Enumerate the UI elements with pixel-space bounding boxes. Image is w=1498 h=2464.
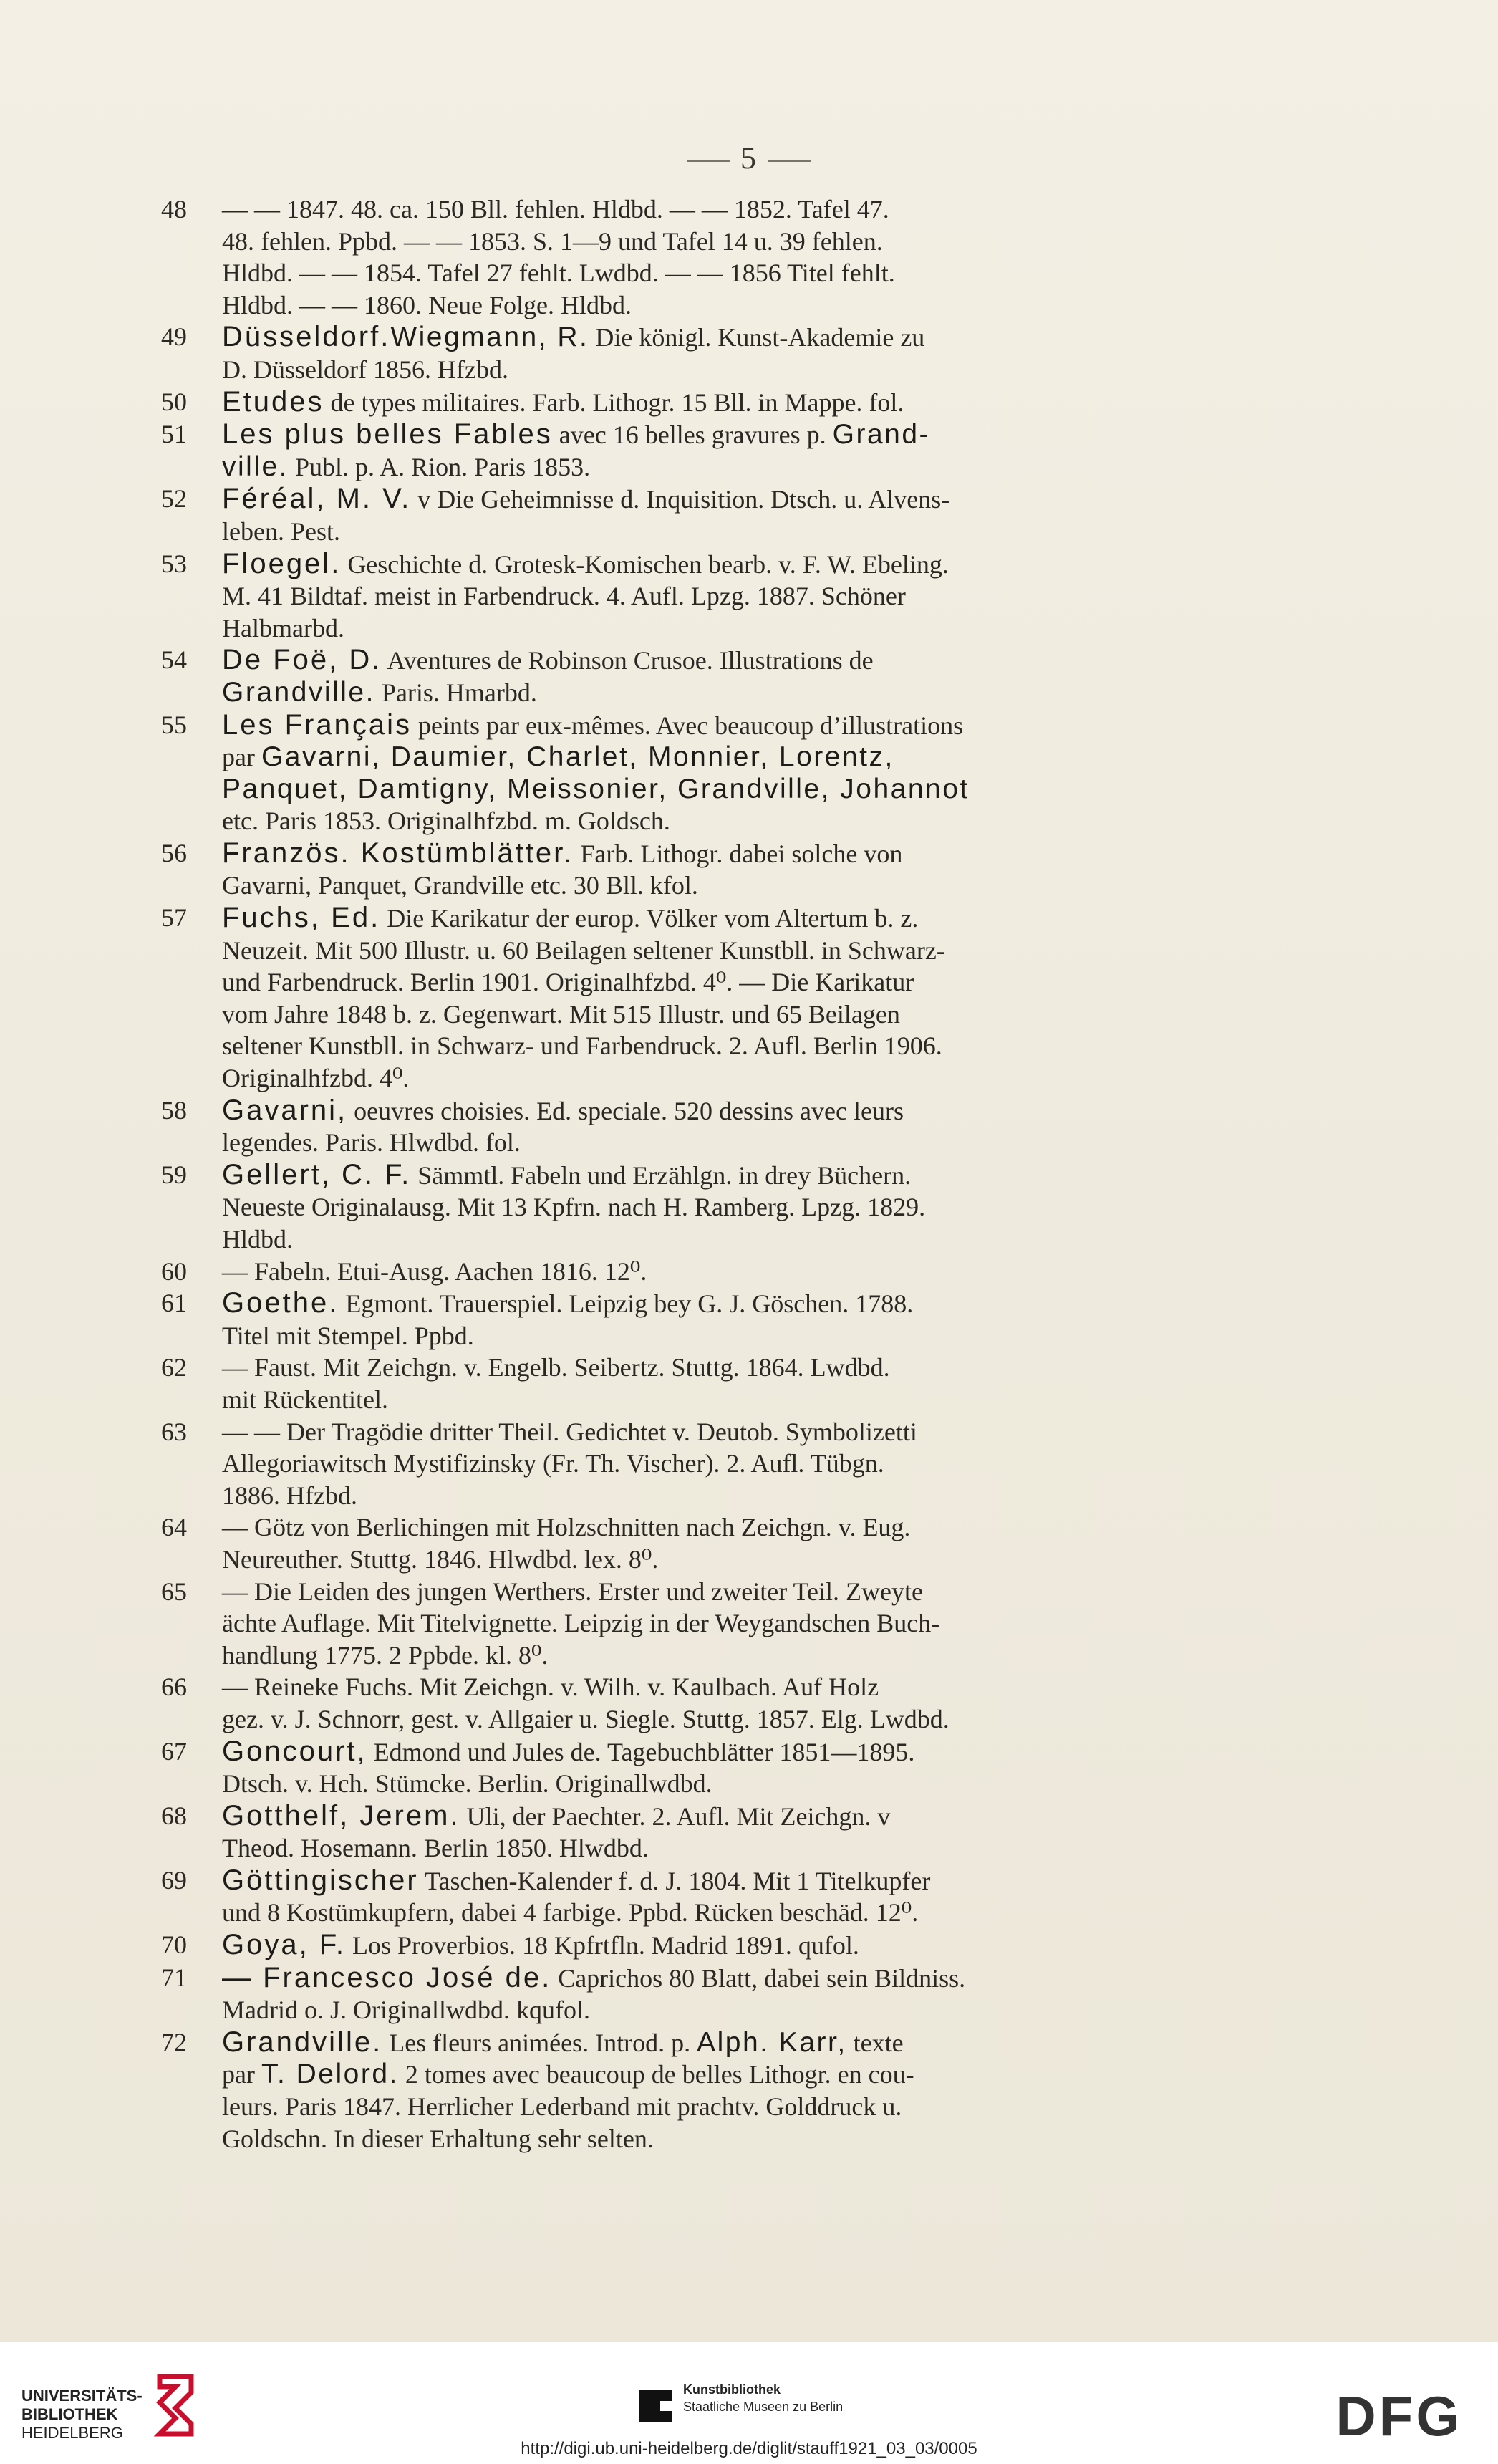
entry-line <box>222 1448 1232 1480</box>
entry-text: Dtsch. v. Hch. Stümcke. Berlin. Originallwdbd. <box>222 1769 712 1799</box>
entry-text: Hldbd. <box>222 1225 293 1253</box>
footer <box>0 2342 1498 2464</box>
entry-number: 56 <box>161 838 187 867</box>
entry-line <box>222 1962 1232 1995</box>
entry-line <box>222 677 1232 709</box>
entry-line <box>222 1576 1232 1608</box>
entry-line <box>222 2091 1232 2123</box>
entry-text: oeuvres choisies. Ed. speciale. 520 dessins avec leurs <box>347 1096 904 1125</box>
entry-name-sans: Alph. Karr, <box>697 2026 847 2058</box>
entry-heading: Göttingischer <box>222 1864 419 1896</box>
entry-line <box>222 418 1232 451</box>
entry-body <box>222 1094 1232 1159</box>
entry-text: — — Der Tragödie dritter Theil. Gedichtet v. Deutob. Symbolizetti <box>222 1417 917 1446</box>
entry-line <box>222 837 1232 870</box>
entry-text: Les fleurs animées. Introd. p. <box>382 2028 697 2057</box>
entry-line <box>222 741 1232 774</box>
entry-text: und Farbendruck. Berlin 1901. Originalhfzbd. 4⁰. — Die Karikatur <box>222 968 914 997</box>
entry-line <box>222 966 1232 998</box>
catalog-entry <box>161 548 1232 645</box>
entry-text: seltener Kunstbll. in Schwarz- und Farbendruck. 2. Aufl. Berlin 1906. <box>222 1031 942 1061</box>
entry-text: par <box>222 743 261 772</box>
entry-number: 53 <box>161 549 187 578</box>
entry-line <box>222 644 1232 677</box>
entry-heading: De Foë, D. <box>222 644 382 676</box>
entry-body <box>222 548 1232 645</box>
entry-text: 48. fehlen. Ppbd. — — 1853. S. 1—9 und Tafel 14 u. 39 fehlen. <box>222 226 883 256</box>
entry-line <box>222 2026 1232 2059</box>
entry-text: Die Karikatur der europ. Völker vom Altertum b. z. <box>380 904 919 933</box>
entry-text: Halbmarbd. <box>222 613 344 643</box>
catalog-entry <box>161 321 1232 385</box>
entry-body <box>222 1416 1232 1512</box>
entry-heading: Gotthelf, Jerem. <box>222 1799 460 1832</box>
entry-name-sans: ville. <box>222 451 289 482</box>
catalog-entry <box>161 418 1232 483</box>
entry-text: Egmont. Trauerspiel. Leipzig bey G. J. Göschen. 1788. <box>339 1289 914 1319</box>
catalog-entry <box>161 1352 1232 1415</box>
entry-line <box>222 870 1232 902</box>
entry-line <box>222 1320 1232 1352</box>
catalog-entry <box>161 193 1232 321</box>
entry-text: Paris. Hmarbd. <box>374 678 537 707</box>
entry-text: Allegoriawitsch Mystifizinsky (Fr. Th. Vischer). 2. Aufl. Tübgn. <box>222 1449 884 1478</box>
entry-number: 67 <box>161 1736 187 1766</box>
entry-line <box>222 1094 1232 1127</box>
catalog-entry <box>161 1736 1232 1800</box>
catalog-entry <box>161 837 1232 902</box>
entry-text: Taschen-Kalender f. d. J. 1804. Mit 1 Titelkupfer <box>418 1866 931 1895</box>
entry-line <box>222 805 1232 837</box>
entry-body <box>222 1671 1232 1735</box>
entry-text: — Die Leiden des jungen Werthers. Erster und zweiter Teil. Zweyte <box>222 1577 923 1606</box>
entry-body <box>222 902 1232 1094</box>
entry-text: Die königl. Kunst-Akademie zu <box>589 323 925 352</box>
catalog-entry <box>161 709 1232 837</box>
entry-text: Los Proverbios. 18 Kpfrtfln. Madrid 1891. qufol. <box>345 1931 859 1960</box>
entry-body <box>222 1287 1232 1352</box>
entry-line <box>222 1800 1232 1833</box>
catalog-entry <box>161 1094 1232 1159</box>
entry-text: Neuzeit. Mit 500 Illustr. u. 60 Beilagen seltener Kunstbll. in Schwarz- <box>222 935 945 965</box>
entry-line <box>222 193 1232 226</box>
page-number-dash-right <box>768 160 811 162</box>
catalog-entry <box>161 1671 1232 1735</box>
entry-text: Originalhfzbd. 4⁰. <box>222 1064 410 1093</box>
catalog-entry <box>161 644 1232 708</box>
catalog-entry <box>161 1962 1232 2026</box>
entry-number: 57 <box>161 903 187 933</box>
entry-text: leurs. Paris 1847. Herrlicher Lederband mit prachtv. Golddruck u. <box>222 2092 902 2122</box>
entry-name-sans: Wiegmann, R. <box>390 322 589 353</box>
entry-name-sans: Panquet, Damtigny, Meissonier, Grandville, Johannot <box>222 773 970 804</box>
entry-heading: Düsseldorf. <box>222 321 391 353</box>
entry-body <box>222 193 1232 321</box>
entry-heading: — Francesco José de. <box>222 1961 552 1993</box>
entry-line <box>222 1640 1232 1672</box>
entry-body <box>222 321 1232 385</box>
entry-body <box>222 1800 1232 1864</box>
catalog-entry <box>161 483 1232 547</box>
kunstbibliothek-icon <box>637 2388 673 2424</box>
catalog-entry <box>161 1800 1232 1864</box>
entry-number: 69 <box>161 1865 187 1895</box>
entry-heading: Les plus belles Fables <box>222 418 553 451</box>
entry-text: leben. Pest. <box>222 516 340 546</box>
page-number-text: 5 <box>740 140 758 175</box>
catalog-entry <box>161 1159 1232 1256</box>
page-number <box>0 140 1498 176</box>
entry-line <box>222 321 1232 354</box>
entry-name-sans: T. Delord. <box>261 2059 399 2090</box>
entry-text: 1886. Hfzbd. <box>222 1481 357 1510</box>
entry-body <box>222 1159 1232 1256</box>
entry-body <box>222 2026 1232 2155</box>
entry-number: 54 <box>161 645 187 675</box>
entry-text: ächte Auflage. Mit Titelvignette. Leipzig in der Weygandschen Buch- <box>222 1609 940 1638</box>
entry-text: — — 1847. 48. ca. 150 Bll. fehlen. Hldbd. — — 1852. Tafel 47. <box>222 195 889 223</box>
entry-body <box>222 709 1232 837</box>
entry-text: gez. v. J. Schnorr, gest. v. Allgaier u. Siegle. Stuttg. 1857. Elg. Lwdbd. <box>222 1704 949 1733</box>
entry-body <box>222 1576 1232 1672</box>
entry-heading: Goya, F. <box>222 1929 346 1961</box>
catalog-entry <box>161 1929 1232 1962</box>
entry-number: 48 <box>161 195 187 223</box>
entry-body <box>222 1736 1232 1800</box>
entry-number: 70 <box>161 1930 187 1960</box>
entry-line <box>222 1030 1232 1062</box>
entry-name-sans: Grand- <box>832 419 931 451</box>
entry-line <box>222 1287 1232 1320</box>
entry-line <box>222 902 1232 935</box>
entry-text: Goldschn. In dieser Erhaltung sehr selten. <box>222 2124 654 2153</box>
entry-line <box>222 1480 1232 1512</box>
entry-text: Caprichos 80 Blatt, dabei sein Bildniss. <box>551 1963 966 1993</box>
entry-text: Madrid o. J. Originallwdbd. kqufol. <box>222 1996 590 2025</box>
dfg-logo[interactable]: DFG <box>1335 2384 1462 2448</box>
catalog-entry <box>161 902 1232 1094</box>
entry-number: 71 <box>161 1963 187 1992</box>
catalog-entry <box>161 2026 1232 2155</box>
entry-line <box>222 580 1232 612</box>
entry-heading: Grandville. <box>222 2026 383 2058</box>
ub-logo-icon <box>147 2371 204 2440</box>
library-name-line3: HEIDELBERG <box>21 2424 123 2442</box>
entry-line <box>222 1736 1232 1768</box>
entry-text: — Faust. Mit Zeichgn. v. Engelb. Seibertz. Stuttg. 1864. Lwdbd. <box>222 1353 890 1382</box>
entry-number: 65 <box>161 1577 187 1606</box>
entry-heading: Féréal, M. V. <box>222 483 412 515</box>
entry-body <box>222 418 1232 483</box>
entry-line <box>222 516 1232 548</box>
entry-line <box>222 1191 1232 1223</box>
entry-text: legendes. Paris. Hlwdbd. fol. <box>222 1128 521 1158</box>
entry-line <box>222 257 1232 289</box>
entry-text: M. 41 Bildtaf. meist in Farbendruck. 4. Aufl. Lpzg. 1887. Schöner <box>222 582 906 611</box>
entry-number: 72 <box>161 2027 187 2056</box>
entry-line <box>222 1416 1232 1448</box>
kunstbibliothek-subtitle: Staatliche Museen zu Berlin <box>683 2400 844 2414</box>
entry-line <box>222 289 1232 322</box>
entry-line <box>222 774 1232 806</box>
entry-line <box>222 1994 1232 2026</box>
entry-text: Farb. Lithogr. dabei solche von <box>574 839 903 868</box>
entry-name-sans: Gavarni, Daumier, Charlet, Monnier, Lorentz, <box>261 741 894 773</box>
entry-line <box>222 354 1232 386</box>
entry-text: D. Düsseldorf 1856. Hfzbd. <box>222 355 508 384</box>
entry-text: Edmond und Jules de. Tagebuchblätter 1851—1895. <box>367 1737 915 1766</box>
entry-text: und 8 Kostümkupfern, dabei 4 farbige. Ppbd. Rücken beschäd. 12⁰. <box>222 1898 919 1928</box>
entry-heading: Französ. Kostümblätter. <box>222 837 574 869</box>
entry-number: 64 <box>161 1513 187 1542</box>
entry-line <box>222 1062 1232 1094</box>
entry-text: Neureuther. Stuttg. 1846. Hlwdbd. lex. 8⁰. <box>222 1544 659 1574</box>
entry-line <box>222 1703 1232 1736</box>
entry-text: Hldbd. — — 1860. Neue Folge. Hldbd. <box>222 290 632 319</box>
entry-line <box>222 612 1232 645</box>
entry-number: 68 <box>161 1801 187 1830</box>
entry-line <box>222 1929 1232 1962</box>
entry-number: 51 <box>161 420 187 449</box>
entry-number: 52 <box>161 484 187 514</box>
entry-body <box>222 1256 1232 1288</box>
entry-text: Geschichte d. Grotesk-Komischen bearb. v. F. W. Ebeling. <box>341 549 949 579</box>
entry-line <box>222 1223 1232 1256</box>
entry-line <box>222 548 1232 581</box>
entry-text: 2 tomes avec beaucoup de belles Lithogr. en cou- <box>398 2060 914 2089</box>
entry-text: Publ. p. A. Rion. Paris 1853. <box>289 452 591 481</box>
entry-line <box>222 1159 1232 1192</box>
entry-heading: Floegel. <box>222 547 342 579</box>
entry-text: — Fabeln. Etui-Ausg. Aachen 1816. 12⁰. <box>222 1256 647 1286</box>
entry-text: vom Jahre 1848 b. z. Gegenwart. Mit 515 Illustr. und 65 Beilagen <box>222 999 900 1029</box>
entry-heading: Les Français <box>222 708 412 741</box>
entry-line <box>222 386 1232 419</box>
entry-text: Gavarni, Panquet, Grandville etc. 30 Bll. kfol. <box>222 871 698 900</box>
entry-number: 63 <box>161 1417 187 1446</box>
catalog-entry <box>161 1511 1232 1575</box>
entry-text: mit Rückentitel. <box>222 1385 388 1414</box>
entry-heading: Etudes <box>222 385 324 418</box>
entry-number: 62 <box>161 1353 187 1382</box>
catalog-entries <box>161 193 1232 2155</box>
entry-line <box>222 226 1232 258</box>
catalog-entry <box>161 1256 1232 1288</box>
catalog-entry <box>161 1287 1232 1352</box>
entry-text: par <box>222 2060 261 2089</box>
entry-text: — Reineke Fuchs. Mit Zeichgn. v. Wilh. v. Kaulbach. Auf Holz <box>222 1673 879 1702</box>
library-name-line2: BIBLIOTHEK <box>21 2405 118 2423</box>
catalog-entry <box>161 386 1232 419</box>
entry-body <box>222 837 1232 902</box>
library-name-line1: UNIVERSITÄTS- <box>21 2387 142 2405</box>
permalink-url[interactable]: http://digi.ub.uni-heidelberg.de/diglit/stauff1921_03_03/0005 <box>521 2439 977 2458</box>
entry-text: Titel mit Stempel. Ppbd. <box>222 1321 474 1350</box>
entry-line <box>222 483 1232 516</box>
entry-line <box>222 1384 1232 1416</box>
entry-number: 55 <box>161 710 187 739</box>
entry-line <box>222 1864 1232 1897</box>
entry-number: 66 <box>161 1673 187 1702</box>
entry-text: v Die Geheimnisse d. Inquisition. Dtsch. u. Alvens- <box>411 485 950 514</box>
catalog-entry <box>161 1864 1232 1929</box>
entry-text: Theod. Hosemann. Berlin 1850. Hlwdbd. <box>222 1834 649 1863</box>
university-library-logo[interactable] <box>21 2387 142 2443</box>
entry-line <box>222 1832 1232 1864</box>
entry-text: Uli, der Paechter. 2. Aufl. Mit Zeichgn. v <box>460 1801 891 1831</box>
entry-line <box>222 1768 1232 1800</box>
entry-line <box>222 1511 1232 1544</box>
entry-number: 60 <box>161 1256 187 1286</box>
entry-text: de types militaires. Farb. Lithogr. 15 Bll. in Mappe. fol. <box>324 388 904 417</box>
entry-line <box>222 1897 1232 1929</box>
entry-line <box>222 1544 1232 1576</box>
entry-line <box>222 1607 1232 1640</box>
entry-line <box>222 935 1232 967</box>
entry-body <box>222 1352 1232 1415</box>
entry-heading: Gellert, C. F. <box>222 1158 412 1190</box>
entry-number: 58 <box>161 1095 187 1125</box>
entry-line <box>222 709 1232 742</box>
entry-line <box>222 1352 1232 1384</box>
catalog-entry <box>161 1416 1232 1512</box>
entry-text: Aventures de Robinson Crusoe. Illustrations de <box>382 646 874 675</box>
entry-heading: Goncourt, <box>222 1735 367 1767</box>
entry-number: 50 <box>161 387 187 416</box>
entry-text: handlung 1775. 2 Ppbde. kl. 8⁰. <box>222 1640 549 1670</box>
entry-body <box>222 1929 1232 1962</box>
entry-body <box>222 1864 1232 1929</box>
entry-text: peints par eux-mêmes. Avec beaucoup d’illustrations <box>411 711 964 740</box>
entry-body <box>222 386 1232 419</box>
entry-number: 59 <box>161 1160 187 1189</box>
entry-heading: Fuchs, Ed. <box>222 902 381 934</box>
entry-line <box>222 1256 1232 1288</box>
entry-body <box>222 1511 1232 1575</box>
catalog-entry <box>161 1576 1232 1672</box>
entry-text: avec 16 belles gravures p. <box>552 420 833 450</box>
entry-text: Hldbd. — — 1854. Tafel 27 fehlt. Lwdbd. — — 1856 Titel fehlt. <box>222 259 895 288</box>
entry-body <box>222 1962 1232 2026</box>
entry-line <box>222 1127 1232 1159</box>
entry-heading: Goethe. <box>222 1287 339 1319</box>
entry-text: etc. Paris 1853. Originalhfzbd. m. Goldsch. <box>222 807 670 836</box>
entry-text: Sämmtl. Fabeln und Erzählgn. in drey Büchern. <box>411 1160 912 1190</box>
entry-line <box>222 998 1232 1031</box>
entry-body <box>222 644 1232 708</box>
kunstbibliothek-name: Kunstbibliothek <box>683 2382 781 2397</box>
entry-text: Neueste Originalausg. Mit 13 Kpfrn. nach H. Ramberg. Lpzg. 1829. <box>222 1193 926 1222</box>
entry-name-sans: Grandville. <box>222 676 375 708</box>
entry-text: texte <box>846 2028 904 2057</box>
entry-body <box>222 483 1232 547</box>
entry-text: — Götz von Berlichingen mit Holzschnitten nach Zeichgn. v. Eug. <box>222 1513 911 1542</box>
entry-number: 49 <box>161 322 187 352</box>
entry-line <box>222 2123 1232 2155</box>
entry-line <box>222 1671 1232 1703</box>
entry-heading: Gavarni, <box>222 1094 348 1126</box>
entry-line <box>222 2059 1232 2091</box>
page-number-dash-left <box>687 160 730 162</box>
entry-line <box>222 451 1232 483</box>
entry-number: 61 <box>161 1289 187 1318</box>
